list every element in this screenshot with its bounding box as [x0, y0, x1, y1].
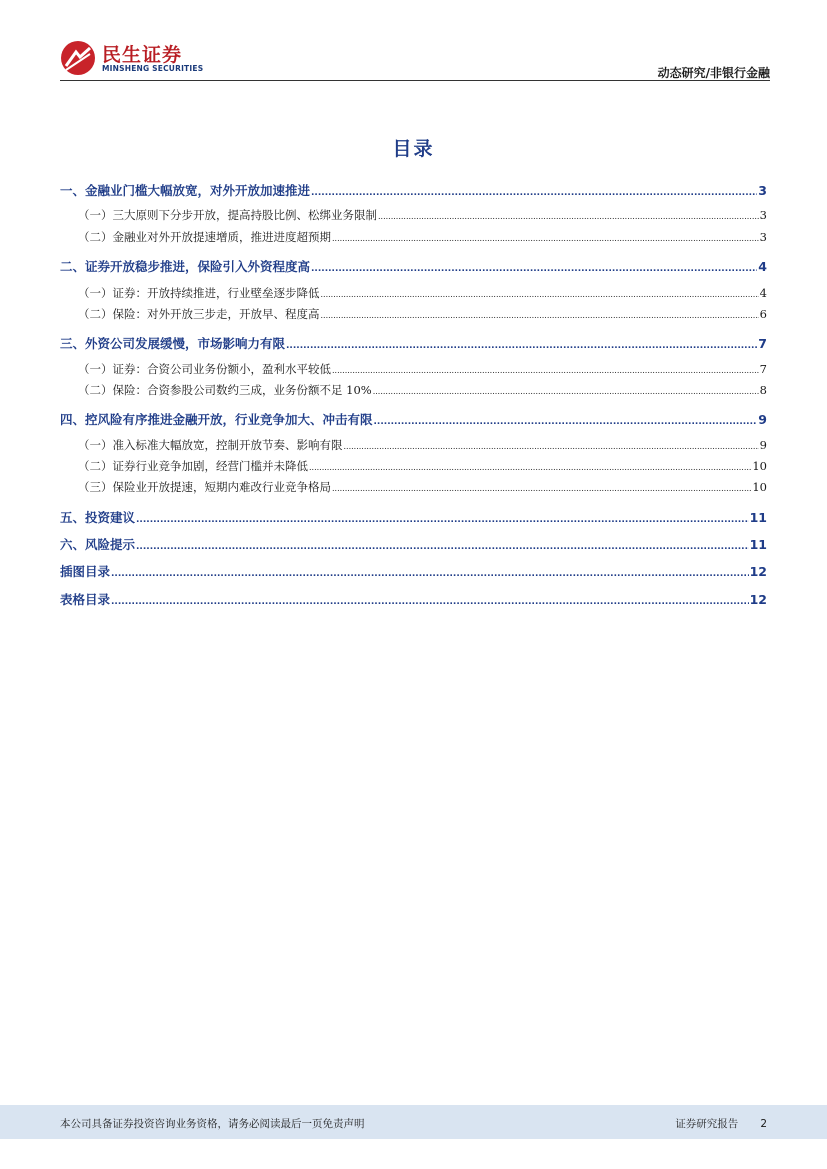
toc-leader-dots	[309, 463, 751, 472]
toc-leader-dots	[321, 311, 759, 320]
toc-leader-dots	[332, 366, 759, 375]
toc-subsection-entry[interactable]	[60, 207, 767, 223]
toc-subsection-entry[interactable]	[60, 285, 767, 301]
toc-leader-dots	[321, 290, 759, 299]
toc-section-entry[interactable]	[60, 334, 767, 352]
toc-leader-dots	[136, 515, 749, 525]
toc-section-entry[interactable]	[60, 257, 767, 275]
toc-entry-page: 12	[749, 564, 767, 579]
toc-leader-dots	[311, 264, 757, 274]
toc-section-entry[interactable]	[60, 562, 767, 580]
toc-entry-label: 五、投资建议	[60, 510, 136, 525]
report-type-label: 证券研究报告	[675, 1118, 739, 1130]
toc-entry-page: 9	[759, 438, 767, 452]
toc-subsection-entry[interactable]	[60, 382, 767, 398]
logo-chinese-name: 民生证券	[102, 44, 183, 66]
toc-entry-page: 7	[758, 336, 767, 351]
toc-entry-label: （一）证券：合资公司业务份额小，盈利水平较低	[78, 362, 331, 376]
company-logo	[60, 38, 220, 80]
toc-entry-label: （二）保险：对外开放三步走，开放早、程度高	[78, 307, 320, 321]
toc-entry-label: 六、风险提示	[60, 537, 136, 552]
toc-entry-page: 7	[759, 362, 767, 376]
toc-entry-page: 4	[758, 259, 767, 274]
toc-entry-label: （一）三大原则下分步开放，提高持股比例、松绑业务限制	[78, 208, 377, 222]
toc-entry-page: 11	[749, 537, 767, 552]
footer-disclaimer: 本公司具备证券投资咨询业务资格，请务必阅读最后一页免责声明	[60, 1118, 365, 1130]
toc-entry-label: （一）证券：开放持续推进，行业壁垒逐步降低	[78, 286, 320, 300]
toc-entry-label: （二）保险：合资参股公司数约三成，业务份额不足 10%	[78, 383, 372, 397]
toc-leader-dots	[332, 234, 759, 243]
toc-entry-label: 表格目录	[60, 592, 111, 607]
toc-subsection-entry[interactable]	[60, 437, 767, 453]
toc-entry-page: 6	[759, 307, 767, 321]
logo-english-name: MINSHENG SECURITIES	[102, 64, 204, 73]
page-footer	[0, 1105, 827, 1139]
toc-section-entry[interactable]	[60, 590, 767, 608]
toc-entry-page: 8	[759, 383, 767, 397]
toc-section-entry[interactable]	[60, 508, 767, 526]
toc-title: 目录	[392, 138, 435, 160]
toc-leader-dots	[111, 597, 749, 607]
toc-leader-dots	[286, 341, 757, 351]
toc-subsection-entry[interactable]	[60, 479, 767, 495]
toc-section-entry[interactable]	[60, 410, 767, 428]
toc-entry-label: 一、金融业门槛大幅放宽，对外开放加速推进	[60, 183, 311, 198]
header-divider	[60, 80, 770, 81]
toc-entry-label: 二、证券开放稳步推进，保险引入外资程度高	[60, 259, 311, 274]
toc-entry-page: 12	[749, 592, 767, 607]
toc-entry-page: 9	[758, 412, 767, 427]
toc-subsection-entry[interactable]	[60, 458, 767, 474]
toc-leader-dots	[332, 484, 751, 493]
toc-leader-dots	[111, 569, 749, 579]
toc-leader-dots	[378, 212, 759, 221]
toc-entry-page: 3	[758, 183, 767, 198]
toc-section-entry[interactable]	[60, 181, 767, 199]
toc-entry-page: 3	[759, 230, 767, 244]
toc-leader-dots	[311, 188, 757, 198]
toc-entry-page: 10	[752, 480, 767, 494]
toc-entry-label: （二）金融业对外开放提速增质，推进进度超预期	[78, 230, 331, 244]
toc-leader-dots	[373, 387, 759, 396]
toc-entry-label: （三）保险业开放提速，短期内难改行业竞争格局	[78, 480, 331, 494]
toc-subsection-entry[interactable]	[60, 229, 767, 245]
footer-right	[653, 1116, 767, 1131]
toc-entry-label: 四、控风险有序推进金融开放，行业竞争加大、冲击有限	[60, 412, 373, 427]
document-category: 动态研究/非银行金融	[657, 66, 770, 80]
page-header	[60, 38, 770, 80]
toc-entry-page: 10	[752, 459, 767, 473]
toc-subsection-entry[interactable]	[60, 361, 767, 377]
toc-entry-page: 3	[759, 208, 767, 222]
toc-entry-label: 插图目录	[60, 564, 111, 579]
toc-leader-dots	[374, 417, 758, 427]
toc-entry-label: （一）准入标准大幅放宽，控制开放节奏、影响有限	[78, 438, 343, 452]
toc-entry-label: 三、外资公司发展缓慢，市场影响力有限	[60, 336, 286, 351]
toc-subsection-entry[interactable]	[60, 306, 767, 322]
toc-leader-dots	[344, 442, 759, 451]
toc-entry-page: 4	[759, 286, 767, 300]
toc-section-entry[interactable]	[60, 535, 767, 553]
toc-leader-dots	[136, 542, 749, 552]
toc-entry-page: 11	[749, 510, 767, 525]
page-number: 2	[760, 1118, 767, 1130]
minsheng-logo-icon	[60, 40, 96, 76]
toc-entry-label: （二）证券行业竞争加剧，经营门槛并未降低	[78, 459, 308, 473]
